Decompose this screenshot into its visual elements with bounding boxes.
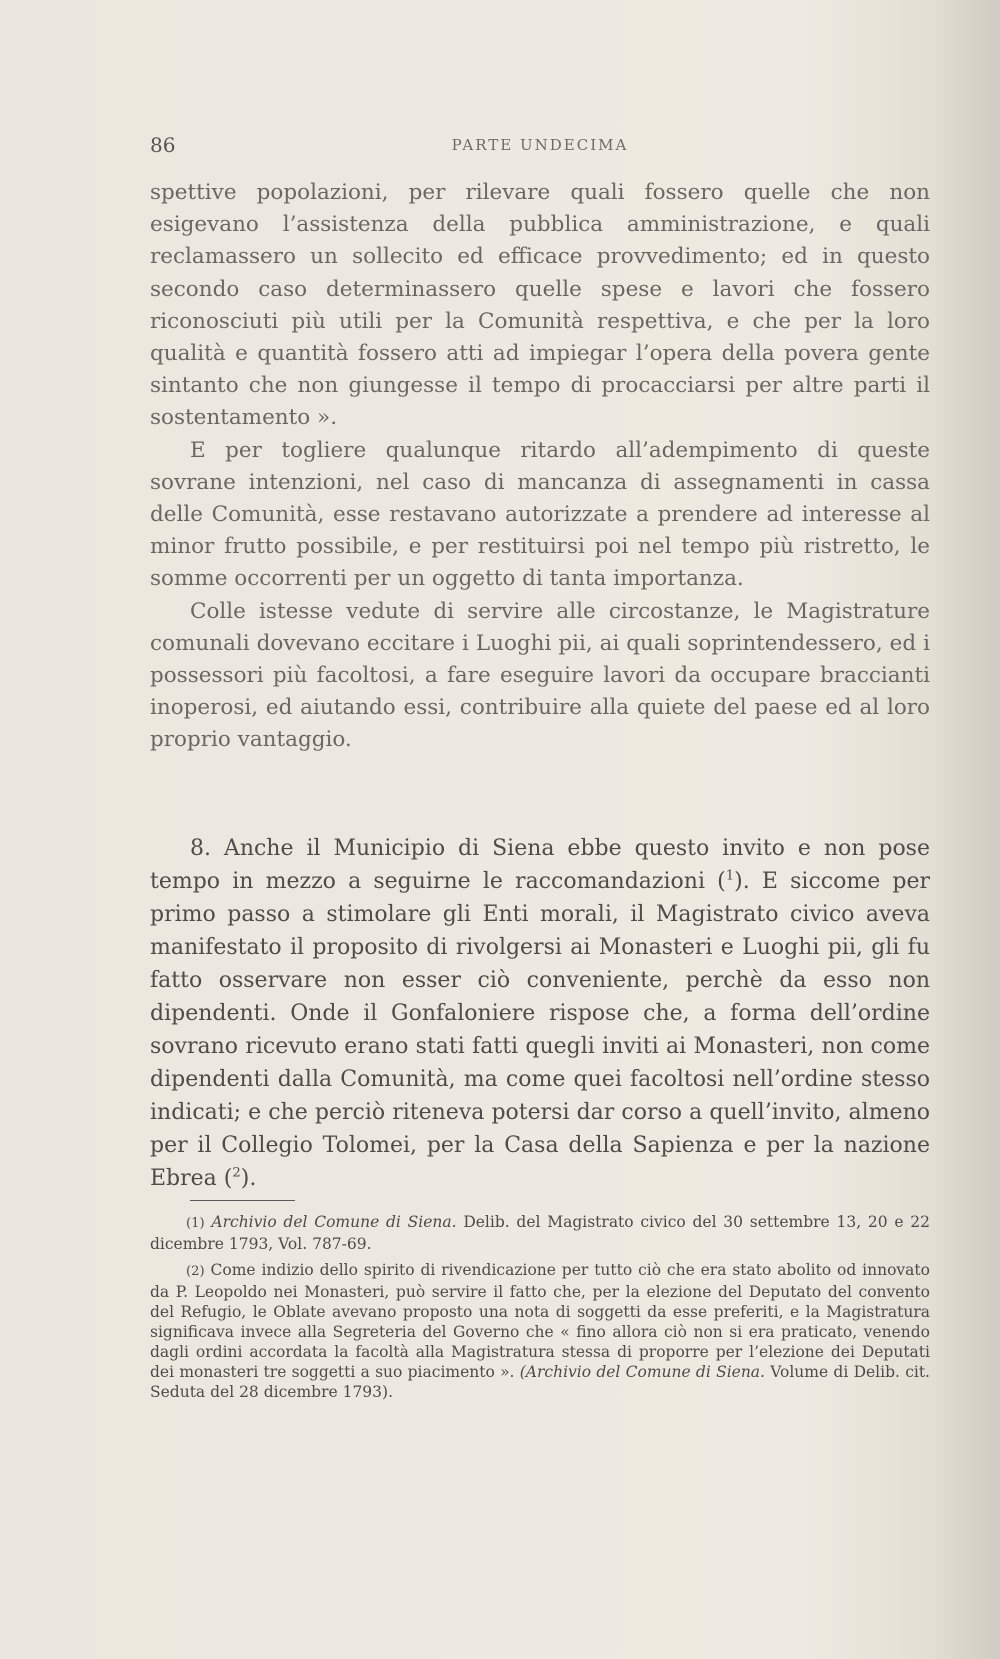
footnote-mark: (1) <box>186 1216 205 1231</box>
paragraph: E per togliere qualunque ritardo all’adempimento di queste sovrane intenzioni, nel caso di mancanza di assegnamenti in cassa delle Comunità, esse restavano autorizzate a prendere ad interesse al minor frutto possibile, e per restituirsi poi nel tempo più ristretto, le somme occorrenti per un oggetto di tanta importanza. <box>150 437 930 592</box>
text-run: ). E siccome per primo passo a stimolare gli Enti morali, il Magistrato civico aveva manifestato il proposito di rivolgersi ai Monasteri e Luoghi pii, gli fu fatto osservare non esser ciò conveniente, perchè da esso non dipendenti. Onde il Gonfaloniere rispose che, a forma dell’ordine sovrano ricevuto erano stati fatti quegli inviti ai Monasteri, non come dipendenti dalla Comunità, ma come quei facoltosi nell’ordine stesso indicati; e che perciò riteneva potersi dar corso a quell’invito, almeno per il Collegio Tolomei, per la Casa della Sapienza e per la nazione Ebrea ( <box>150 869 930 1191</box>
page-header <box>150 133 930 157</box>
footnote-ref: 2 <box>232 1165 241 1181</box>
text-run: 8. Anche il Municipio di Siena ebbe questo invito e non pose tempo in mezzo a seguirne le raccomandazioni ( <box>150 836 930 894</box>
footnotes <box>150 1212 930 1408</box>
paragraph: Colle istesse vedute di servire alle circostanze, le Magistrature comunali dovevano eccitare i Luoghi pii, ai quali soprintendessero, ed i possessori più facoltosi, a fare eseguire lavori da occupare braccianti inoperosi, ed aiutando essi, contribuire alla quiete del paese ed al loro proprio vantaggio. <box>150 598 930 753</box>
footnote <box>150 1212 930 1254</box>
footnote-source: (Archivio del Comune di Siena. <box>519 1363 765 1381</box>
footnote-ref: 1 <box>725 868 735 884</box>
footnote <box>150 1260 930 1402</box>
footnote-source: Archivio del Comune di Siena. <box>211 1213 457 1231</box>
paragraph: spettive popolazioni, per rilevare quali fossero quelle che non esigevano l’assistenza della pubblica amministrazione, e quali reclamassero un sollecito ed efficace provvedimento; ed in questo secondo caso determinassero quelle spese e lavori che fossero riconosciuti più utili per la Comunità respettiva, e che per la loro qualità e quantità fossero atti ad impiegar l’opera della povera gente sintanto che non giungesse il tempo di procacciarsi per altre parti il sostentamento ». <box>150 180 930 431</box>
section-8 <box>150 832 930 1195</box>
section-continuation <box>150 177 930 757</box>
running-head: PARTE UNDECIMA <box>451 136 629 154</box>
paragraph-numbered <box>150 832 930 1195</box>
footnote-tail: Volume di Delib. cit. Seduta del 28 dicembre 1793). <box>150 1363 930 1401</box>
footnote-text: Come indizio dello spirito di rivendicazione per tutto ciò che era stato abolito od innovato da P. Leopoldo nei Monasteri, può servire il fatto che, per la elezione del Deputato del convento del Refugio, le Oblate avevano proposto una nota di soggetti da esse preferiti, e la Magistratura significava invece alla Segreteria del Governo che « fino allora ciò non si era praticato, venendo dagli ordini accordata la facoltà alla Magistratura stessa di proporre per l’elezione dei Deputati dei monasteri tre soggetti a suo piacimento ». <box>150 1261 930 1381</box>
footnote-text: Delib. del Magistrato civico del 30 settembre 13, 20 e 22 dicembre 1793, Vol. 787-69. <box>150 1213 930 1253</box>
footnote-separator <box>190 1200 295 1201</box>
text-run: ). <box>240 1166 257 1191</box>
page-number: 86 <box>150 133 176 157</box>
footnote-mark: (2) <box>186 1264 205 1279</box>
